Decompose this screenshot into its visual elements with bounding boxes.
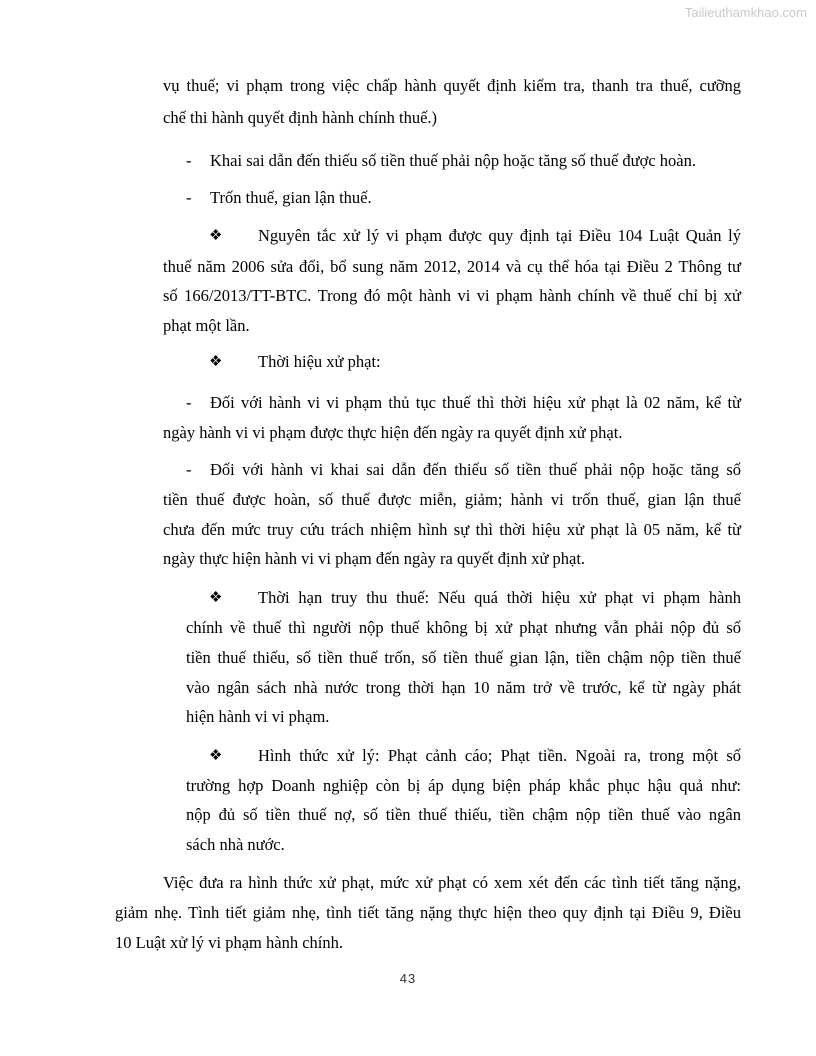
closing-line-3: 10 Luật xử lý vi phạm hành chính. (115, 933, 343, 952)
closing-line-1: Việc đưa ra hình thức xử phạt, mức xử phạt có xem xét đến các tình tiết tăng nặng, (163, 873, 741, 892)
collection-line-3: tiền thuế thiếu, số tiền thuế trốn, số tiền thuế gian lận, tiền chậm nộp tiền thuế (186, 648, 741, 667)
watermark: Tailieuthamkhao.com (684, 5, 807, 20)
dash-marker: - (186, 188, 192, 207)
limitation-b-line-1: Đối với hành vi khai sai dẫn đến thiếu số tiền thuế phải nộp hoặc tăng số (210, 460, 741, 479)
limitation-a-line-2: ngày hành vi vi phạm được thực hiện đến ngày ra quyết định xử phạt. (163, 423, 623, 442)
principle-line-1: Nguyên tắc xử lý vi phạm được quy định tại Điều 104 Luật Quản lý (258, 226, 741, 245)
principle-line-2: thuế năm 2006 sửa đổi, bổ sung năm 2012, 2014 và cụ thể hóa tại Điều 2 Thông tư (163, 257, 741, 276)
limitation-a-line-1: Đối với hành vi vi phạm thủ tục thuế thì thời hiệu xử phạt là 02 năm, kể từ (210, 393, 741, 412)
page-number: 43 (399, 971, 417, 986)
dash-marker: - (186, 151, 192, 170)
principle-line-4: phạt một lần. (163, 316, 250, 335)
collection-line-2: chính về thuế thì người nộp thuế không bị xử phạt nhưng vẫn phải nộp đủ số (186, 618, 741, 637)
collection-line-4: vào ngân sách nhà nước trong thời hạn 10 năm trở về trước, kể từ ngày phát (186, 678, 741, 697)
limitation-heading: Thời hiệu xử phạt: (258, 352, 381, 371)
dash-item-1: Khai sai dẫn đến thiếu số tiền thuế phải nộp hoặc tăng số thuế được hoàn. (210, 151, 696, 170)
intro-line-2: chế thi hành quyết định hành chính thuế.) (163, 108, 438, 127)
penalty-forms-line-3: nộp đủ số tiền thuế nợ, số tiền thuế thiếu, tiền chậm nộp tiền thuế vào ngân (186, 805, 741, 824)
diamond-bullet-icon: ❖ (209, 590, 223, 606)
diamond-bullet-icon: ❖ (209, 228, 223, 244)
limitation-b-line-3: chưa đến mức truy cứu trách nhiệm hình sự thì thời hiệu xử phạt là 05 năm, kể từ (163, 520, 741, 539)
closing-line-2: giảm nhẹ. Tình tiết giảm nhẹ, tình tiết tăng nặng thực hiện theo quy định tại Điều 9, Điều (115, 903, 741, 922)
diamond-bullet-icon: ❖ (209, 748, 223, 764)
collection-line-5: hiện hành vi vi phạm. (186, 707, 330, 726)
penalty-forms-line-4: sách nhà nước. (186, 835, 285, 854)
dash-marker: - (186, 393, 192, 412)
limitation-b-line-2: tiền thuế được hoàn, số thuế được miễn, giảm; hành vi trốn thuế, gian lận thuế (163, 490, 741, 509)
limitation-b-line-4: ngày thực hiện hành vi vi phạm đến ngày ra quyết định xử phạt. (163, 549, 586, 568)
dash-item-2: Trốn thuế, gian lận thuế. (210, 188, 372, 207)
dash-marker: - (186, 460, 192, 479)
penalty-forms-line-2: trường hợp Doanh nghiệp còn bị áp dụng biện pháp khắc phục hậu quả như: (186, 776, 741, 795)
diamond-bullet-icon: ❖ (209, 354, 223, 370)
intro-line-1: vụ thuế; vi phạm trong việc chấp hành quyết định kiểm tra, thanh tra thuế, cưỡng (163, 76, 741, 95)
penalty-forms-line-1: Hình thức xử lý: Phạt cảnh cáo; Phạt tiền. Ngoài ra, trong một số (258, 746, 741, 765)
principle-line-3: số 166/2013/TT-BTC. Trong đó một hành vi vi phạm hành chính về thuế chỉ bị xử (163, 286, 741, 305)
collection-line-1: Thời hạn truy thu thuế: Nếu quá thời hiệu xử phạt vi phạm hành (258, 588, 741, 607)
